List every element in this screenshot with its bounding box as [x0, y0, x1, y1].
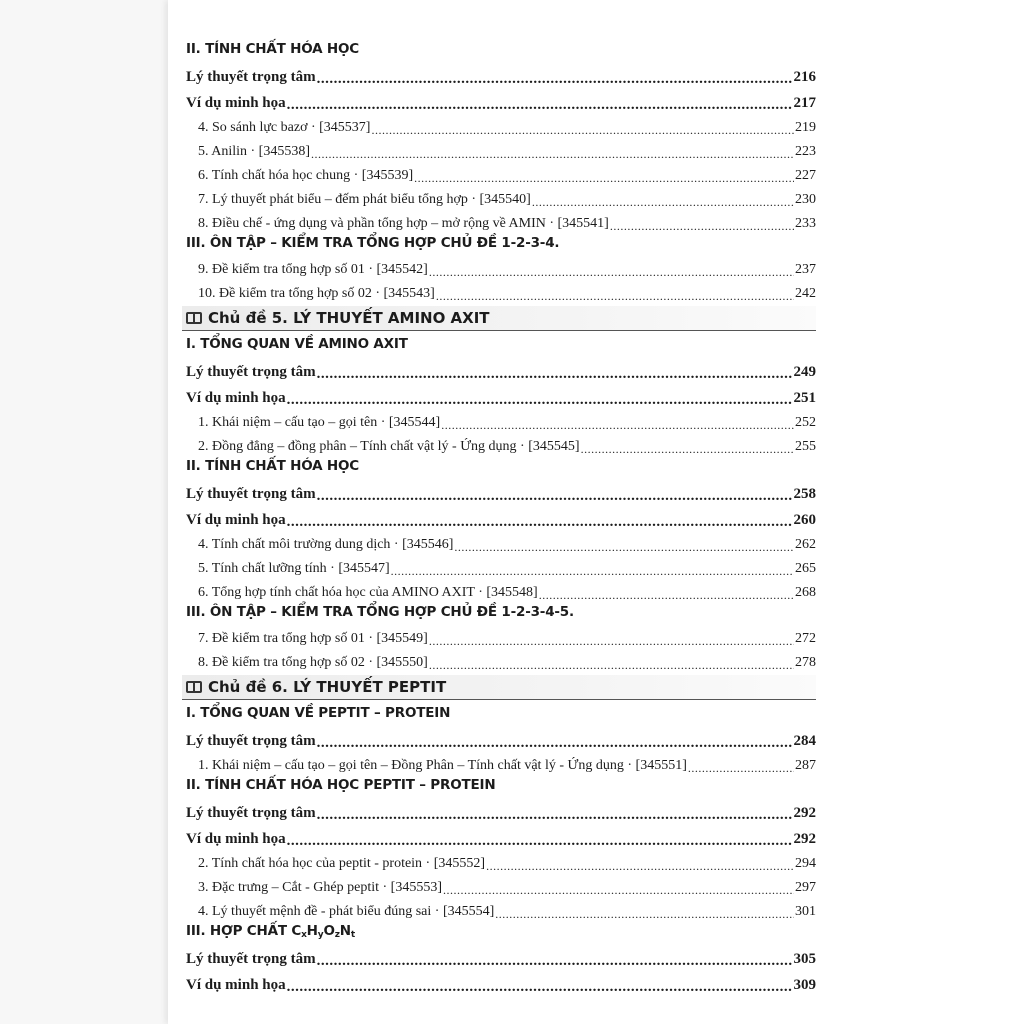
section-heading: III. HỢP CHẤT $C_xH_yO_zN_t$ — [186, 923, 355, 940]
toc-entry: Ví dụ minh họa ..... 251 — [186, 381, 816, 407]
toc-entry: 1. Khái niệm – cấu tạo – gọi tên · [345544] ..... 252 — [186, 407, 816, 431]
toc-entry: 9. Đề kiểm tra tổng hợp số 01 · [345542] ..... 237 — [186, 254, 816, 278]
toc-entry: Ví dụ minh họa ..... 217 — [186, 86, 816, 112]
section-heading: II. TÍNH CHẤT HÓA HỌC PEPTIT – PROTEIN — [186, 777, 496, 793]
toc-entry: 6. Tổng hợp tính chất hóa học của AMINO AXIT · [345548] ..... 268 — [186, 577, 816, 601]
toc-entry: 7. Lý thuyết phát biểu – đếm phát biểu tổng hợp · [345540] ..... 230 — [186, 184, 816, 208]
toc-entry: 10. Đề kiểm tra tổng hợp số 02 · [345543] ..... 242 — [186, 278, 816, 302]
toc-entry: Lý thuyết trọng tâm ..... 292 — [186, 796, 816, 822]
toc-entry: Lý thuyết trọng tâm ..... 216 — [186, 60, 816, 86]
chapter-header — [182, 306, 816, 331]
toc-entry: 5. Anilin · [345538] ..... 223 — [186, 136, 816, 160]
toc-entry: 7. Đề kiểm tra tổng hợp số 01 · [345549] ..... 272 — [186, 623, 816, 647]
toc-entry: Lý thuyết trọng tâm ..... 249 — [186, 355, 816, 381]
chapter-title: Chủ đề 5. LÝ THUYẾT AMINO AXIT — [208, 309, 490, 327]
book-page — [168, 0, 1024, 1024]
toc-entry: Lý thuyết trọng tâm ..... 305 — [186, 942, 816, 968]
section-heading: II. TÍNH CHẤT HÓA HỌC — [186, 458, 360, 474]
toc-entry: 8. Đề kiểm tra tổng hợp số 02 · [345550] ..... 278 — [186, 647, 816, 671]
chapter-title: Chủ đề 6. LÝ THUYẾT PEPTIT — [208, 678, 447, 696]
chapter-header — [182, 675, 816, 700]
section-heading: III. ÔN TẬP – KIỂM TRA TỔNG HỢP CHỦ ĐỀ 1-2-3-4-5. — [186, 604, 574, 620]
toc-entry: Ví dụ minh họa ..... 292 — [186, 822, 816, 848]
toc-entry: 2. Đồng đẳng – đồng phân – Tính chất vật lý - Ứng dụng · [345545] ..... 255 — [186, 431, 816, 455]
section-heading: I. TỔNG QUAN VỀ PEPTIT – PROTEIN — [186, 705, 451, 721]
toc-entry: Ví dụ minh họa ..... 309 — [186, 968, 816, 994]
toc-entry: Lý thuyết trọng tâm ..... 258 — [186, 477, 816, 503]
section-heading: II. TÍNH CHẤT HÓA HỌC — [186, 41, 360, 57]
toc-entry: 1. Khái niệm – cấu tạo – gọi tên – Đồng Phân – Tính chất vật lý - Ứng dụng · [345551] ..... 287 — [186, 750, 816, 774]
section-heading: III. ÔN TẬP – KIỂM TRA TỔNG HỢP CHỦ ĐỀ 1-2-3-4. — [186, 235, 560, 251]
toc-entry: Lý thuyết trọng tâm ..... 284 — [186, 724, 816, 750]
toc-entry: 8. Điều chế - ứng dụng và phần tổng hợp – mở rộng về AMIN · [345541] ..... 233 — [186, 208, 816, 232]
toc-entry: 4. Lý thuyết mệnh đề - phát biểu đúng sai · [345554] ..... 301 — [186, 896, 816, 920]
toc-entry: 3. Đặc trưng – Cắt - Ghép peptit · [345553] ..... 297 — [186, 872, 816, 896]
toc-entry: 2. Tính chất hóa học của peptit - protein · [345552] ..... 294 — [186, 848, 816, 872]
toc-entry: 5. Tính chất lưỡng tính · [345547] ..... 265 — [186, 553, 816, 577]
section-heading: I. TỔNG QUAN VỀ AMINO AXIT — [186, 336, 408, 352]
book-icon — [186, 312, 202, 324]
table-of-contents — [186, 38, 816, 994]
toc-entry: 6. Tính chất hóa học chung · [345539] ..... 227 — [186, 160, 816, 184]
book-icon — [186, 681, 202, 693]
toc-entry: 4. Tính chất môi trường dung dịch · [345546] ..... 262 — [186, 529, 816, 553]
toc-entry: Ví dụ minh họa ..... 260 — [186, 503, 816, 529]
toc-entry: 4. So sánh lực bazơ · [345537] ..... 219 — [186, 112, 816, 136]
